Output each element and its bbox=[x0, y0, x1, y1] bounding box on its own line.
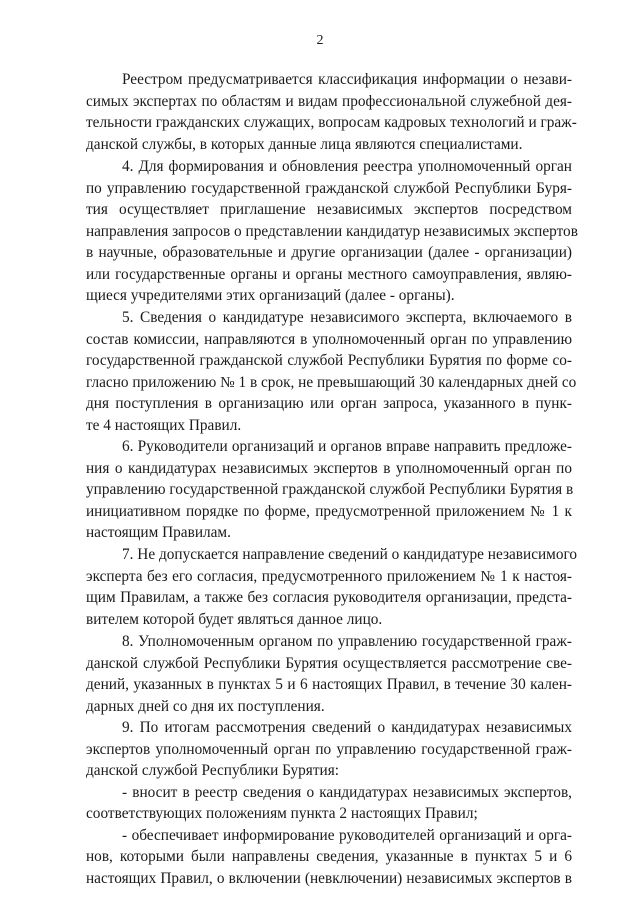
text-line: в научные, образовательные и другие организации (далее - организации) bbox=[86, 244, 572, 261]
text-line: дений, указанных в пунктах 5 и 6 настоящих Правил, в течение 30 кален- bbox=[86, 676, 572, 693]
text-line: данской службой Республики Бурятия: bbox=[86, 762, 339, 779]
text-line: дарных дней со дня их поступления. bbox=[86, 697, 325, 715]
text-line: тельности гражданских служащих, вопросам кадровых технологий и граж- bbox=[86, 114, 577, 131]
text-line: симых экспертах по областям и видам профессиональной служебной дея- bbox=[86, 92, 572, 110]
text-line: Реестром предусматривается классификация информации о незави- bbox=[122, 71, 572, 88]
text-line: управлению государственной гражданской службой Республики Бурятия в bbox=[86, 481, 574, 498]
text-line: эксперта без его согласия, предусмотренного приложением № 1 к настоя- bbox=[86, 567, 572, 585]
paragraph-item-8 bbox=[86, 631, 572, 717]
text-line: нов, которыми были направлены сведения, указанные в пунктах 5 и 6 bbox=[86, 848, 572, 865]
text-line: тия осуществляет приглашение независимых экспертов посредством bbox=[86, 201, 572, 218]
text-line: щиеся учредителями этих организаций (далее - органы). bbox=[86, 287, 455, 304]
text-line: - вносит в реестр сведения о кандидатурах независимых экспертов, bbox=[122, 783, 572, 801]
text-line: 8. Уполномоченным органом по управлению государственной граж- bbox=[122, 633, 572, 650]
paragraph-item-6 bbox=[86, 436, 572, 544]
text-line: данской службы, в которых данные лица являются специалистами. bbox=[86, 135, 523, 153]
text-line: данской службой Республики Бурятия осуществляется рассмотрение све- bbox=[86, 654, 572, 672]
text-line: состав комиссии, направляются в уполномоченный орган по управлению bbox=[86, 330, 572, 348]
paragraph-item-9 bbox=[86, 717, 572, 889]
text-line: 5. Сведения о кандидатуре независимого эксперта, включаемого в bbox=[122, 309, 572, 326]
text-line: направления запросов о представлении кандидатур независимых экспертов bbox=[86, 222, 578, 240]
text-line: или государственные органы и органы местного самоуправления, являю- bbox=[86, 265, 572, 283]
paragraph-registry-classification bbox=[86, 69, 577, 155]
text-line: 6. Руководители организаций и органов вправе направить предложе- bbox=[122, 438, 572, 455]
text-line: - обеспечивает информирование руководителей организаций и орга- bbox=[122, 826, 572, 844]
text-line: экспертов уполномоченный орган по управлению государственной граж- bbox=[86, 740, 572, 758]
text-line: ния о кандидатурах независимых экспертов в уполномоченный орган по bbox=[86, 459, 572, 477]
text-line: настоящих Правил, о включении (невключении) независимых экспертов в bbox=[86, 869, 572, 887]
text-line: государственной гражданской службой Республики Бурятия по форме со- bbox=[86, 352, 572, 369]
text-line: настоящим Правилам. bbox=[86, 524, 231, 541]
paragraph-item-4 bbox=[86, 156, 578, 307]
text-line: по управлению государственной гражданской службой Республики Буря- bbox=[86, 179, 572, 197]
paragraph-item-7 bbox=[86, 544, 578, 630]
text-line: соответствующих положениям пункта 2 настоящих Правил; bbox=[86, 805, 478, 822]
text-line: 4. Для формирования и обновления реестра уполномоченный орган bbox=[122, 158, 572, 175]
text-line: 9. По итогам рассмотрения сведений о кандидатурах независимых bbox=[122, 719, 572, 736]
text-line: гласно приложению № 1 в срок, не превышающий 30 календарных дней со bbox=[86, 373, 577, 391]
text-line: 7. Не допускается направление сведений о кандидатуре независимого bbox=[122, 546, 578, 563]
text-line: вителем которой будет являться данное лицо. bbox=[86, 610, 383, 628]
text-line: инициативном порядке по форме, предусмотренной приложением № 1 к bbox=[86, 502, 572, 520]
text-line: те 4 настоящих Правил. bbox=[86, 416, 242, 434]
paragraph-item-5 bbox=[86, 307, 577, 436]
page-number: 2 bbox=[316, 33, 324, 48]
text-line: дня поступления в организацию или орган запроса, указанного в пунк- bbox=[86, 395, 572, 412]
text-line: щим Правилам, а также без согласия руководителя организации, предста- bbox=[86, 589, 572, 606]
